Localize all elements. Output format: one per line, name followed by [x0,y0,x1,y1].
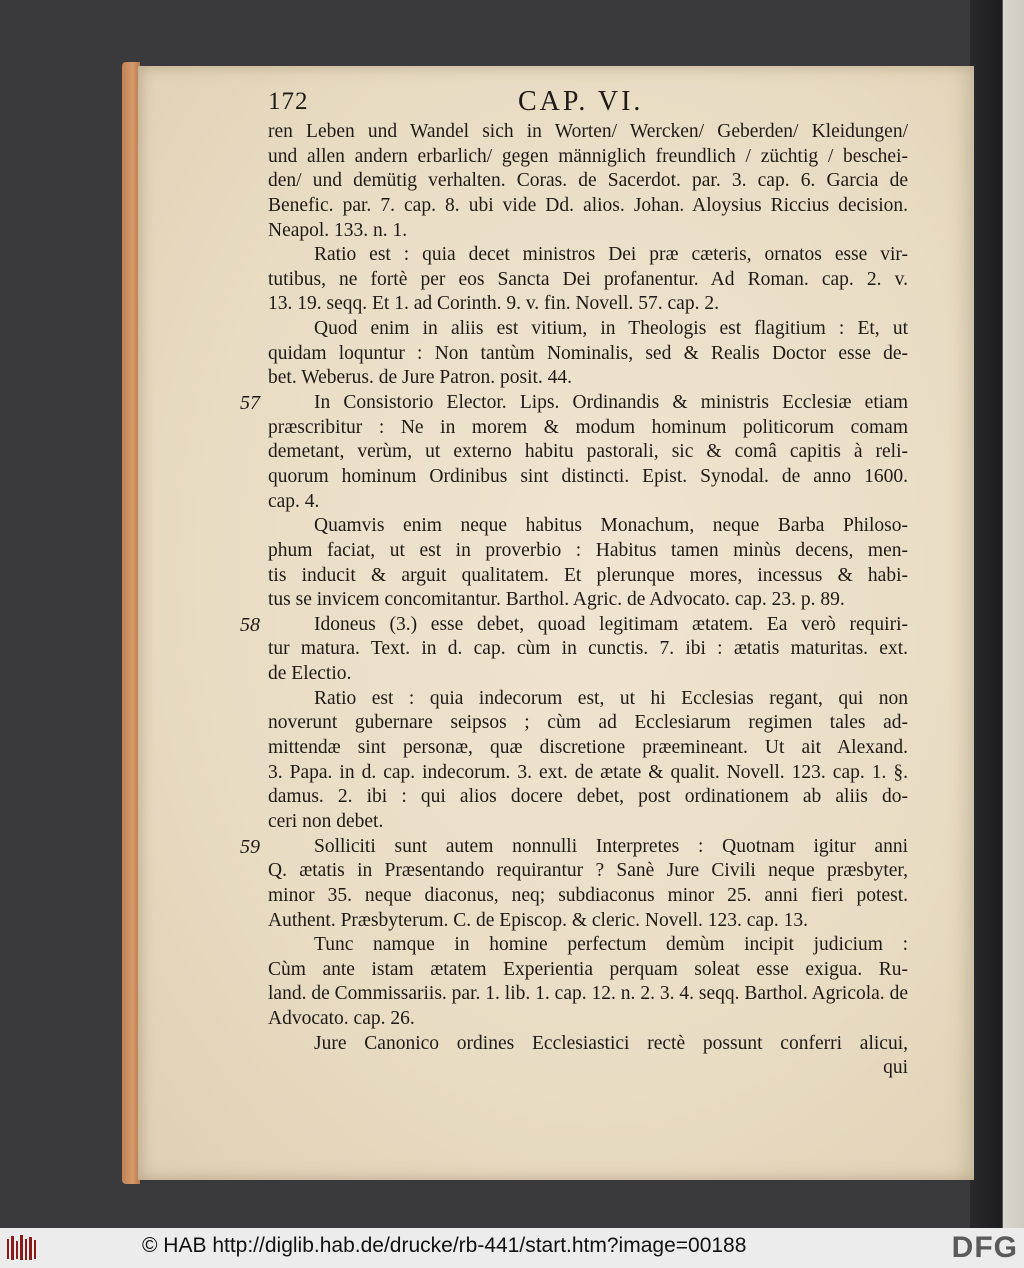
line-text: præscribitur : Ne in morem & modum hominum politicorum comam [268,416,908,438]
line-text: tus se invicem concomitantur. Barthol. Agric. de Advocato. cap. 23. p. 89. [268,589,845,611]
text-line [268,120,908,145]
footer-bar [0,1228,1024,1268]
line-text: Quod enim in aliis est vitium, in Theologis est flagitium : Et, ut [314,318,908,340]
text-line [268,169,908,194]
text-line [240,835,908,860]
text-line [268,194,908,219]
line-text: de Electio. [268,663,352,685]
catchword-text: qui [883,1057,908,1079]
line-text: phum faciat, ut est in proverbio : Habitus tamen minùs decens, men- [268,539,908,561]
line-text: noverunt gubernare seipsos ; cùm ad Ecclesiarum regimen tales ad- [268,712,908,734]
text-line [268,292,908,317]
text-line [268,416,908,441]
line-text: den/ und demütig verhalten. Coras. de Sacerdot. par. 3. cap. 6. Garcia de [268,170,908,192]
line-text: ceri non debet. [268,810,384,832]
text-line [268,859,908,884]
text-line [268,1007,908,1032]
line-text: cap. 4. [268,490,320,512]
line-text: Ratio est : quia decet ministros Dei præ cæteris, ornatos esse vir- [314,244,908,266]
line-text: Jure Canonico ordines Ecclesiastici rectè possunt conferri alicui, [314,1032,908,1054]
line-text: tis inducit & arguit qualitatem. Et plerunque mores, incessus & habi- [268,564,908,586]
line-text: ren Leben und Wandel sich in Worten/ Wercken/ Geberden/ Kleidungen/ [268,121,908,142]
text-line [268,317,908,342]
text-line [268,539,908,564]
text-line [268,637,908,662]
text-line [268,588,908,613]
book-page [138,66,974,1180]
text-line [268,711,908,736]
line-text: quorum hominum Ordinibus sint distincti. Epist. Synodal. de anno 1600. [268,465,908,487]
text-line [268,465,908,490]
catchword [268,1056,908,1081]
text-line [268,342,908,367]
line-text: In Consistorio Elector. Lips. Ordinandis & ministris Ecclesiæ etiam [314,392,908,414]
text-line [268,982,908,1007]
hab-barcode-logo-icon [6,1233,40,1263]
line-text: Ratio est : quia indecorum est, ut hi Ecclesias regant, qui non [314,687,908,709]
text-line [268,564,908,589]
line-text: Idoneus (3.) esse debet, quoad legitimam ætatem. Ea verò requiri- [314,613,908,635]
text-line [268,514,908,539]
line-text: bet. Weberus. de Jure Patron. posit. 44. [268,367,573,389]
text-line [268,909,908,934]
line-text: mittendæ sint personæ, quæ discretione præemineant. Ut ait Alexand. [268,737,908,759]
line-text: demetant, verùm, ut externo habitu pastorali, sic & comâ capitis à reli- [268,441,908,463]
text-line [268,736,908,761]
text-line [240,391,908,416]
text-line [268,145,908,170]
running-head [268,86,908,120]
line-text: Quamvis enim neque habitus Monachum, neque Barba Philoso- [314,515,908,537]
page-number: 172 [268,88,309,115]
line-text: Tunc namque in homine perfectum demùm incipit judicium : [314,934,908,956]
line-text: und allen andern erbarlich/ gegen männiglich freundlich / züchtig / beschei- [268,145,908,167]
line-text: Q. ætatis in Præsentando requirantur ? Sanè Jure Civili neque præsbyter, [268,860,908,882]
page-text-block [240,86,908,1081]
text-line [268,785,908,810]
opposite-page-edge [970,0,1024,1228]
line-text: land. de Commissariis. par. 1. lib. 1. cap. 12. n. 2. 3. 4. seqq. Barthol. Agricola. de [268,983,908,1005]
text-line [240,613,908,638]
line-text: 13. 19. seqq. Et 1. ad Corinth. 9. v. fin. Novell. 57. cap. 2. [268,293,719,315]
margin-note-number: 57 [240,392,260,415]
dfg-logo: DFG [951,1231,1018,1264]
text-line [268,933,908,958]
chapter-heading: CAP. VI. [518,86,644,117]
line-text: minor 35. neque diaconus, neq; subdiaconus minor 25. anni fieri potest. [268,884,908,906]
text-line [268,366,908,391]
margin-note-number: 58 [240,613,260,636]
line-text: quidam loquntur : Non tantùm Nominalis, sed & Realis Doctor esse de- [268,342,908,364]
text-line [268,687,908,712]
line-text: 3. Papa. in d. cap. indecorum. 3. ext. de ætate & qualit. Novell. 123. cap. 1. §. [268,761,908,783]
line-text: Solliciti sunt autem nonnulli Interpretes : Quotnam igitur anni [314,835,908,857]
text-line [268,761,908,786]
text-line [268,268,908,293]
text-line [268,884,908,909]
text-line [268,662,908,687]
text-line [268,440,908,465]
line-text: Authent. Præsbyterum. C. de Episcop. & cleric. Novell. 123. cap. 13. [268,909,808,931]
footer-credit-link[interactable]: © HAB http://diglib.hab.de/drucke/rb-441/start.htm?image=00188 [142,1234,747,1257]
line-text: tutibus, ne fortè per eos Sancta Dei profanentur. Ad Roman. cap. 2. v. [268,268,908,290]
text-line [268,810,908,835]
text-line [268,958,908,983]
line-text: Advocato. cap. 26. [268,1008,415,1030]
line-text: Cùm ante istam ætatem Experientia perquam soleat esse exigua. Ru- [268,958,908,980]
text-lines [240,120,908,1056]
line-text: damus. 2. ibi : qui alios docere debet, post ordinationem ab aliis do- [268,786,908,808]
text-line [268,219,908,244]
margin-note-number: 59 [240,835,260,858]
line-text: tur matura. Text. in d. cap. cùm in cunctis. 7. ibi : ætatis maturitas. ext. [268,638,908,660]
text-line [268,243,908,268]
text-line [268,1032,908,1057]
line-text: Neapol. 133. n. 1. [268,219,408,241]
text-line [268,490,908,515]
line-text: Benefic. par. 7. cap. 8. ubi vide Dd. alios. Johan. Aloysius Riccius decision. [268,194,908,216]
